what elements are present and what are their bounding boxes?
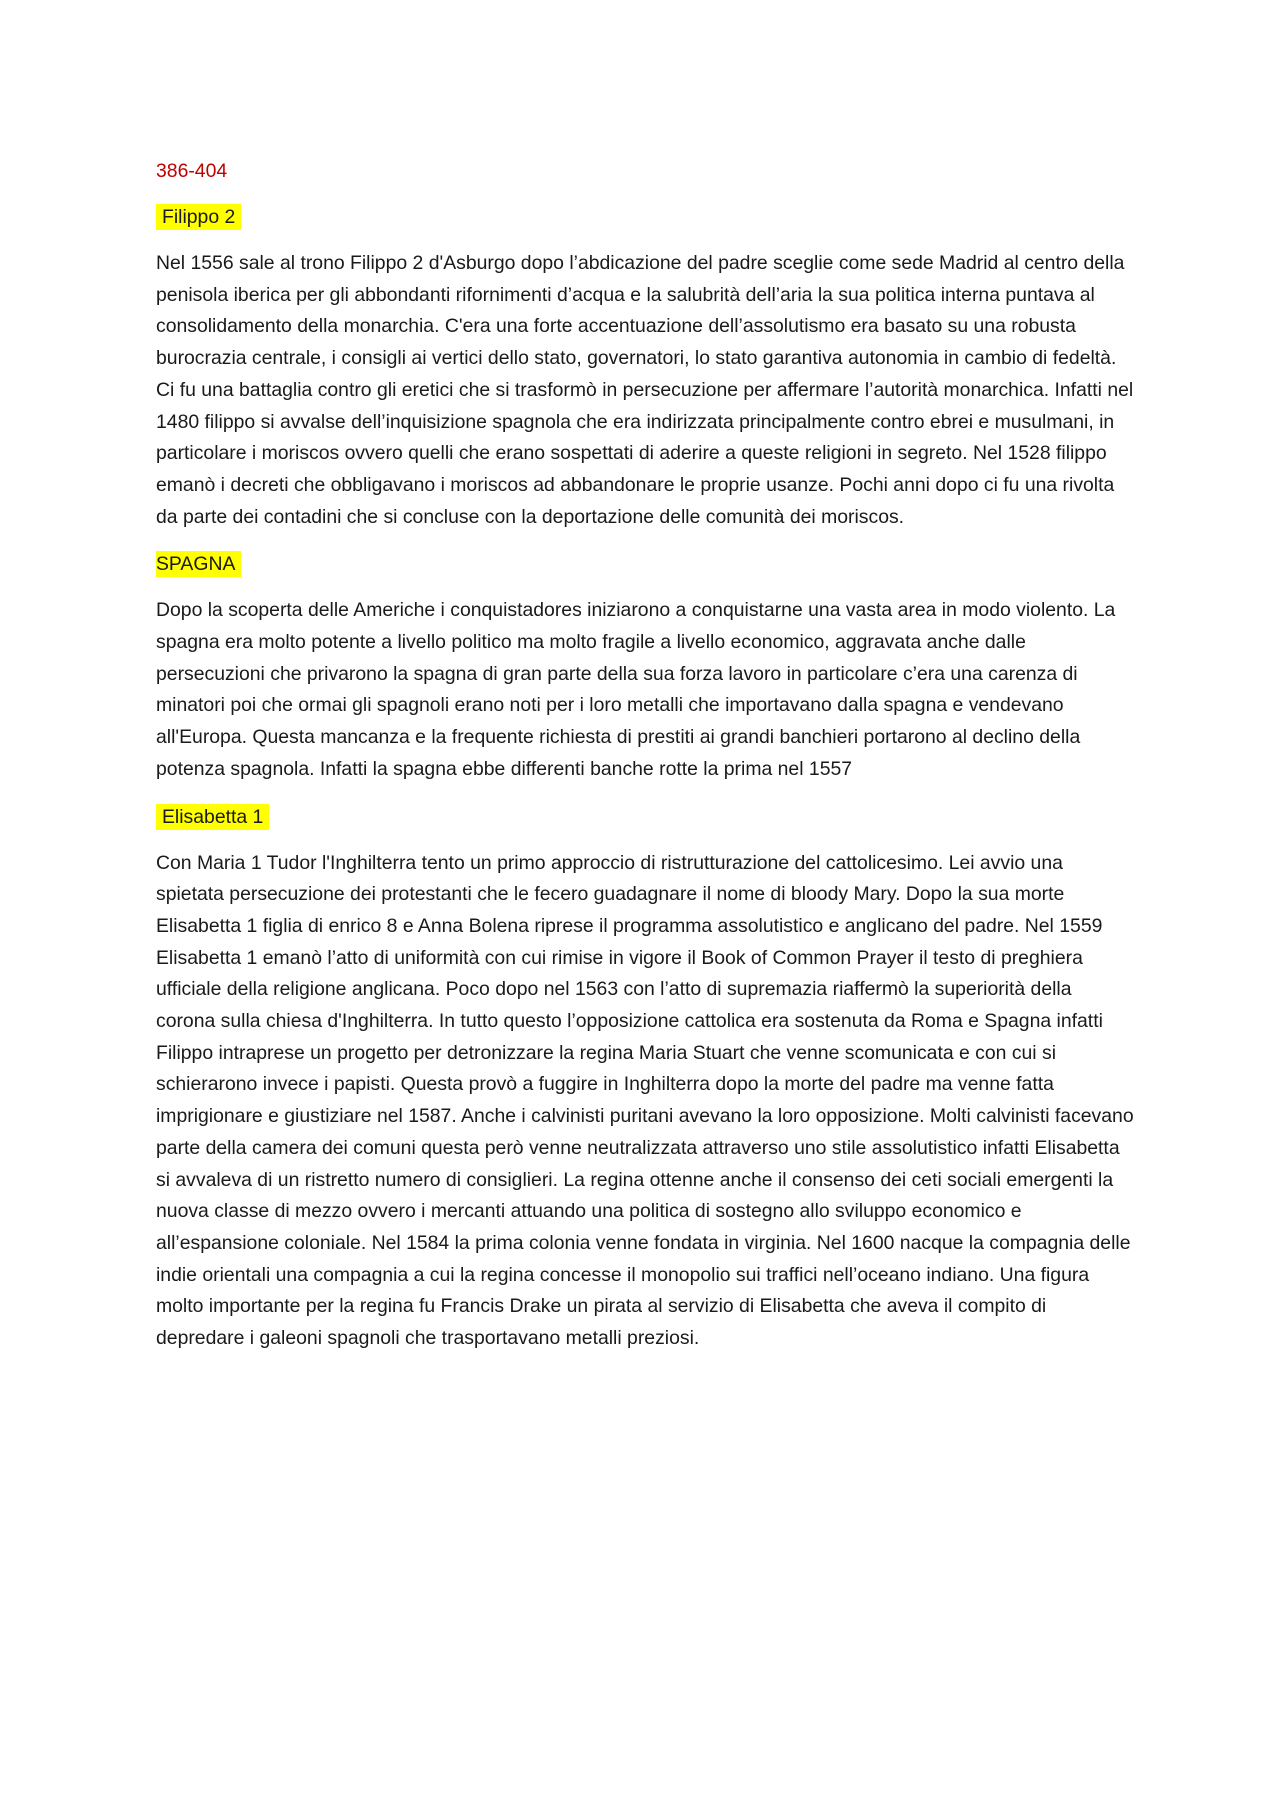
section-paragraph-spagna: Dopo la scoperta delle Americhe i conquistadores iniziarono a conquistarne una vasta area in modo violento. La spagna era molto potente a livello politico ma molto fragile a livello economico, aggravata anche dalle persecuzioni che privarono la spagna di gran parte della sua forza lavoro in particolare c’era una carenza di minatori poi che ormai gli spagnoli erano noti per i loro metalli che importavano dalla spagna e vendevano all'Europa. Questa mancanza e la frequente richiesta di prestiti ai grandi banchieri portarono al declino della potenza spagnola. Infatti la spagna ebbe differenti banche rotte la prima nel 1557 (156, 599, 1116, 780)
section-heading-spagna (156, 549, 1136, 579)
section-heading-elisabetta (156, 802, 1136, 832)
section-paragraph-elisabetta: Con Maria 1 Tudor l'Inghilterra tento un primo approccio di ristrutturazione del cattolicesimo. Lei avvio una spietata persecuzione dei protestanti che le fecero guadagnare il nome di bloody Mary. Dopo la sua morte Elisabetta 1 figlia di enrico 8 e Anna Bolena riprese il programma assolutistico e anglicano del padre. Nel 1559 Elisabetta 1 emanò l’atto di uniformità con cui rimise in vigore il Book of Common Prayer il testo di preghiera ufficiale della religione anglicana. Poco dopo nel 1563 con l’atto di supremazia riaffermò la superiorità della corona sulla chiesa d'Inghilterra. In tutto questo l’opposizione cattolica era sostenuta da Roma e Spagna infatti Filippo intraprese un progetto per detronizzare la regina Maria Stuart che venne scomunicata e con cui si schierarono invece i papisti. Questa provò a fuggire in Inghilterra dopo la morte del padre ma venne fatta imprigionare e giustiziare nel 1587. Anche i calvinisti puritani avevano la loro opposizione. Molti calvinisti facevano parte della camera dei comuni questa però venne neutralizzata attraverso uno stile assolutistico infatti Elisabetta si avvaleva di un ristretto numero di consiglieri. La regina ottenne anche il consenso dei ceti sociali emergenti la nuova classe di mezzo ovvero i mercanti attuando una politica di sostegno allo sviluppo economico e all’espansione coloniale. Nel 1584 la prima colonia venne fondata in virginia. Nel 1600 nacque la compagnia delle indie orientali una compagnia a cui la regina concesse il monopolio sui traffici nell’oceano indiano. Una figura molto importante per la regina fu Francis Drake un pirata al servizio di Elisabetta che aveva il compito di depredare i galeoni spagnoli che trasportavano metalli preziosi. (156, 851, 1134, 1350)
section-paragraph-filippo: Nel 1556 sale al trono Filippo 2 d'Asburgo dopo l’abdicazione del padre sceglie come sede Madrid al centro della penisola iberica per gli abbondanti rifornimenti d’acqua e la salubrità dell’aria la sua politica interna puntava al consolidamento della monarchia. C'era una forte accentuazione dell’assolutismo era basato su una robusta burocrazia centrale, i consigli ai vertici dello stato, governatori, lo stato garantiva autonomia in cambio di fedeltà. Ci fu una battaglia contro gli eretici che si trasformò in persecuzione per affermare l’autorità monarchica. Infatti nel 1480 filippo si avvalse dell’inquisizione spagnola che era indirizzata principalmente contro ebrei e musulmani, in particolare i moriscos ovvero quelli che erano sospettati di aderire a queste religioni in segreto. Nel 1528 filippo emanò i decreti che obbligavano i moriscos ad abbandonare le proprie usanze. Pochi anni dopo ci fu una rivolta da parte dei contadini che si concluse con la deportazione delle comunità dei moriscos. (156, 252, 1134, 528)
highlighted-heading-text: Filippo 2 (156, 204, 241, 230)
document-body (156, 156, 1136, 1371)
highlighted-heading-text: SPAGNA (156, 551, 241, 577)
section-heading-filippo (156, 202, 1136, 232)
page-reference: 386-404 (156, 160, 228, 182)
highlighted-heading-text: Elisabetta 1 (156, 804, 269, 830)
